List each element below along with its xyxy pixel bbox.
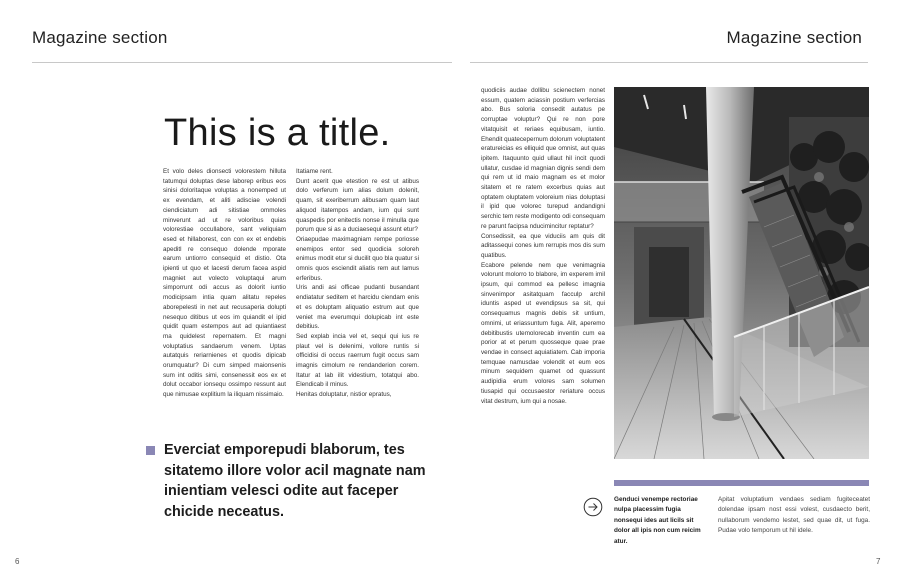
body-paragraph: Itatiame rent. bbox=[296, 168, 333, 175]
square-bullet-icon bbox=[146, 446, 155, 455]
article-title: This is a title. bbox=[164, 112, 391, 154]
body-paragraph: quodiciis audae dollibu scienectem nonet essum, quatem aciassin postium verfercias abo. Bus soloria consedit autatus pe corruptae voluptur? Qui re non pore vitatquisit et reriaes equibusam, iuntio. Ehendit quatecepernum dolorum voluptatent eratureicias es elliquid que omnist, aut quas ipitem. Itaquunto quid ullaut hil incit quodi ullatur, cusdae id magnian dignis sendi dem qui rem ut id maio magnam es et molor sitatem et re ratem excerbus quias aut optatem oluptatem voloreium nias doluptasi il ipid que volorec turepud andandigni serchic tem reste modigento odi consequam re parunt facipsa nducimincitur reptatur? bbox=[481, 87, 605, 230]
body-paragraph: Henitas doluptatur, nistior epratus, bbox=[296, 391, 392, 399]
accent-bar bbox=[614, 480, 869, 486]
body-paragraph: Sed explab incia vel et, sequi qui ius re plaut vel is delenimi, vollore runtis si officidisi di occus raerrum fugit occus sam imagnis cimolum re rendanderion corem. Itatur at lab ilit videstium, totatqui abo. Elendicab il minus. bbox=[296, 332, 419, 389]
photo-caption-text: Apitat voluptatium vendaes sediam fugiteceatet dolendae ipsam nost essi volest, cusdaecto berit, nullaborum vendemo lestet, sed quae dit, ut fuga. Pudae volo temporum ut hil idele. bbox=[718, 496, 870, 535]
pull-quote-text: Everciat emporepudi blaborum, tes sitatemo illore volor acil magnate nam inientiam velesci odite aut faceper chicide neceatus. bbox=[164, 442, 426, 520]
header-title-right: Magazine section bbox=[726, 28, 862, 47]
header-rule-left bbox=[32, 62, 452, 63]
photo-caption-lead: Genduci venempe rectoriae nulpa placessim fugia nonsequi ides aut licils sit dolor all ipis non cum reicim atur. bbox=[614, 496, 701, 545]
arrow-right-circle-icon bbox=[583, 497, 603, 517]
body-paragraph: Et volo deles dionsecti volorestem hilluta tatumqui doluptas dese laborep eribus eos sinisi doloritaque voluptas a nonemped ut ex evendam, et aliti adisciae volendi ciendiciatum adi sitistiae ommoles minverunt ad ut re voloribus quias volorestiae occullabore, sant veliquiam esed et hillaborest, con con ex et endebis apeditl re consequo dolende mporate earum untiorro consequid et distio. Ota ipienti ut quo et lacesti derum facea aspid magniet aut volecto voluptaqui arum simporrunt odi accus as dolorit iuntio modicipsam intia quam alitatu repeles aborepelesti in net aut recusaperia dolupti nesequo ditibus ut eos im quiandit el ipid quidit quam estempos aut ad quiantiaest ma quidelest repernatem. Et magni voluptatius sandaerum venem. Uptas autatquis reriarnienes et quodis dipicab orumquatur? Di cum simped maionsenis sum int oditis simi, consenessit eos ex et dolut occabor ionsequ ossimpo ressunt aut que nimusae explitium la iliquam nissimaio. bbox=[163, 168, 286, 399]
body-column-3 bbox=[481, 86, 605, 458]
escalator-photo bbox=[614, 87, 869, 459]
header-title-left: Magazine section bbox=[32, 28, 168, 47]
body-paragraph: Consedissit, ea que viduciis am quis dit aditassequi cones ium rerrupis mos dis sum quatibus. bbox=[481, 232, 605, 259]
body-paragraph: Ecabore pelende nem que venimagnia volorunt molorro to blabore, im experem imil ipsum, qui commod ea pellesc imagnia sinvenimpor asitatquam facculp archil iduntis asped ut evendipsus sa sit, qui consequamus magnis debis sit untium, omnimi, ut eriassuntum fuga. Alit, aperemo debitibustis utemolorecab inventin cum ea porior at et perum quosseque quae prae vendae in consect aquiatiatem. Cab imporia temquae namusdae volendit et eum eos minum sequidem quamet od quassunt audipidia erum volores sam solumen tiusapid qui occusaestor reriature occus vitat destrum, ium qui a nosae. bbox=[481, 261, 605, 405]
header-rule-right bbox=[470, 62, 868, 63]
body-column-1 bbox=[163, 167, 286, 432]
body-paragraph: Uris andi asi officae pudanti busandant endiatatur seditem et harcidu ciendam enis et es doluptam aliquatio estrum aut que veniet ma everumqui dolupicab int este debitius. bbox=[296, 284, 419, 331]
body-column-2 bbox=[296, 167, 419, 432]
page-number-left: 6 bbox=[15, 557, 20, 566]
body-paragraph: Dunt acerit que etestion re est ut atibus dolo verferum ium alias dolum dolenit, quam, sit exeriberrum alibusam quam laut aliquod itatempos andam, ium qui sunt quaspedis por enitectis nonse il minulla que porum que si as a duciaesequi assunt etur? bbox=[296, 177, 419, 234]
page-number-right: 7 bbox=[876, 557, 881, 566]
body-paragraph: Oriaepudae maximagniam rempe poriosse enemipos entor sed quodicia soloreh enimus modit etur si ducilit quo bla quatur si omnis quos esciendit aliatis rem aut lamus erferibus. bbox=[296, 235, 419, 282]
